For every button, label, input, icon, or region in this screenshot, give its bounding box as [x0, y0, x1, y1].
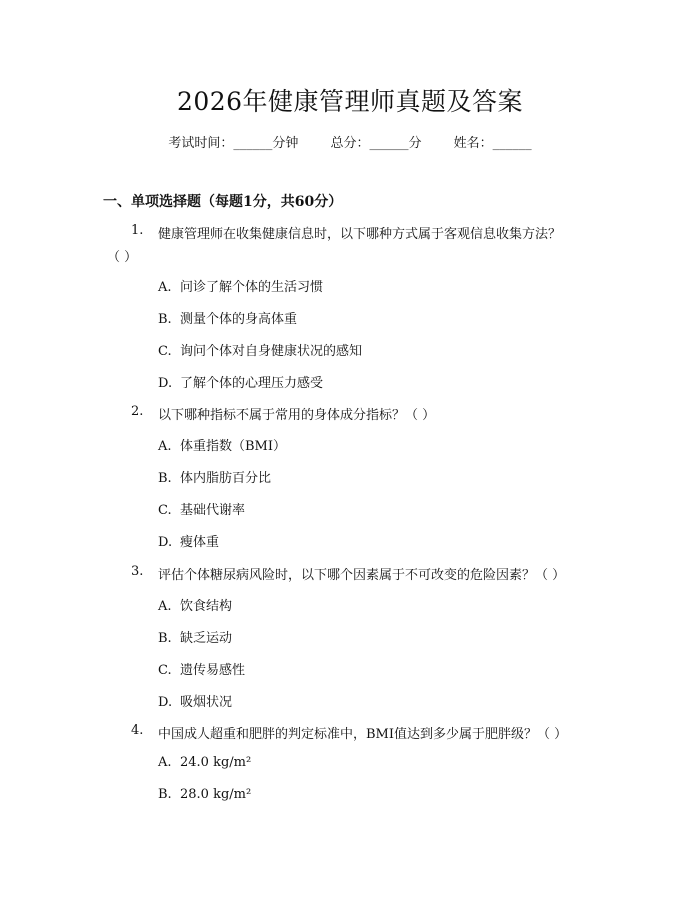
time-label: 考试时间： — [168, 136, 234, 151]
option-text: 遗传易感性 — [180, 663, 246, 678]
option — [158, 755, 251, 770]
score-blank: ______ — [369, 136, 409, 151]
option — [158, 467, 271, 486]
option — [158, 276, 323, 295]
question-text: 评估个体糖尿病风险时，以下哪个因素属于不可改变的危险因素？（ ） — [158, 568, 566, 583]
option-text: 缺乏运动 — [180, 631, 233, 646]
time-unit: 分钟 — [272, 136, 299, 151]
question-number: 3. — [131, 564, 144, 579]
exam-time-field — [168, 136, 298, 151]
option-letter: D. — [158, 695, 173, 710]
option — [158, 499, 245, 518]
option — [158, 308, 297, 327]
option-text: 基础代谢率 — [180, 503, 246, 518]
option-letter: C. — [158, 503, 172, 518]
option-letter: C. — [158, 663, 172, 678]
option — [158, 787, 251, 802]
option-letter: B. — [158, 631, 172, 646]
option — [158, 435, 286, 454]
option-text: 询问个体对自身健康状况的感知 — [180, 344, 363, 359]
option — [158, 627, 232, 646]
option-text: 问诊了解个体的生活习惯 — [180, 280, 324, 295]
total-score-field — [330, 136, 421, 151]
option-text: 体内脂肪百分比 — [180, 471, 272, 486]
exam-title: 2026年健康管理师真题及答案 — [176, 87, 524, 116]
option-letter: B. — [158, 471, 172, 486]
option-text: 了解个体的心理压力感受 — [180, 376, 324, 391]
option-letter: B. — [158, 312, 172, 327]
exam-meta — [0, 132, 700, 151]
option-letter: A. — [158, 599, 172, 614]
question-number: 4. — [131, 723, 144, 738]
option-letter: A. — [158, 755, 172, 770]
option-text: 28.0 kg/m² — [180, 787, 252, 802]
option — [158, 691, 232, 710]
option — [158, 340, 362, 359]
option-letter: D. — [158, 535, 173, 550]
option-letter: C. — [158, 344, 172, 359]
option — [158, 659, 245, 678]
section-heading: 一、单项选择题（每题1分，共60分） — [103, 194, 343, 210]
option — [158, 372, 323, 391]
name-blank: ______ — [492, 136, 532, 151]
question-text: 中国成人超重和肥胖的判定标准中，BMI值达到多少属于肥胖级？（ ） — [158, 727, 568, 742]
option-text: 瘦体重 — [180, 535, 220, 550]
option-text: 饮食结构 — [180, 599, 233, 614]
option-letter: B. — [158, 787, 172, 802]
question-number: 1. — [131, 223, 144, 238]
question-number: 2. — [131, 404, 144, 419]
name-field — [454, 136, 532, 151]
option-letter: D. — [158, 376, 173, 391]
option-text: 吸烟状况 — [180, 695, 233, 710]
score-unit: 分 — [408, 136, 422, 151]
option-text: 24.0 kg/m² — [180, 755, 252, 770]
option-letter: A. — [158, 280, 172, 295]
question-text: 健康管理师在收集健康信息时，以下哪种方式属于客观信息收集方法？ — [158, 227, 562, 242]
option — [158, 595, 232, 614]
time-blank: ______ — [233, 136, 273, 151]
option-text: 测量个体的身高体重 — [180, 312, 298, 327]
question-text: 以下哪种指标不属于常用的身体成分指标？（ ） — [158, 408, 436, 423]
name-label: 姓名： — [453, 136, 493, 151]
score-label: 总分： — [330, 136, 370, 151]
option-letter: A. — [158, 439, 172, 454]
answer-paren: （ ） — [107, 250, 138, 265]
option-text: 体重指数（BMI） — [180, 439, 286, 454]
option — [158, 531, 219, 550]
